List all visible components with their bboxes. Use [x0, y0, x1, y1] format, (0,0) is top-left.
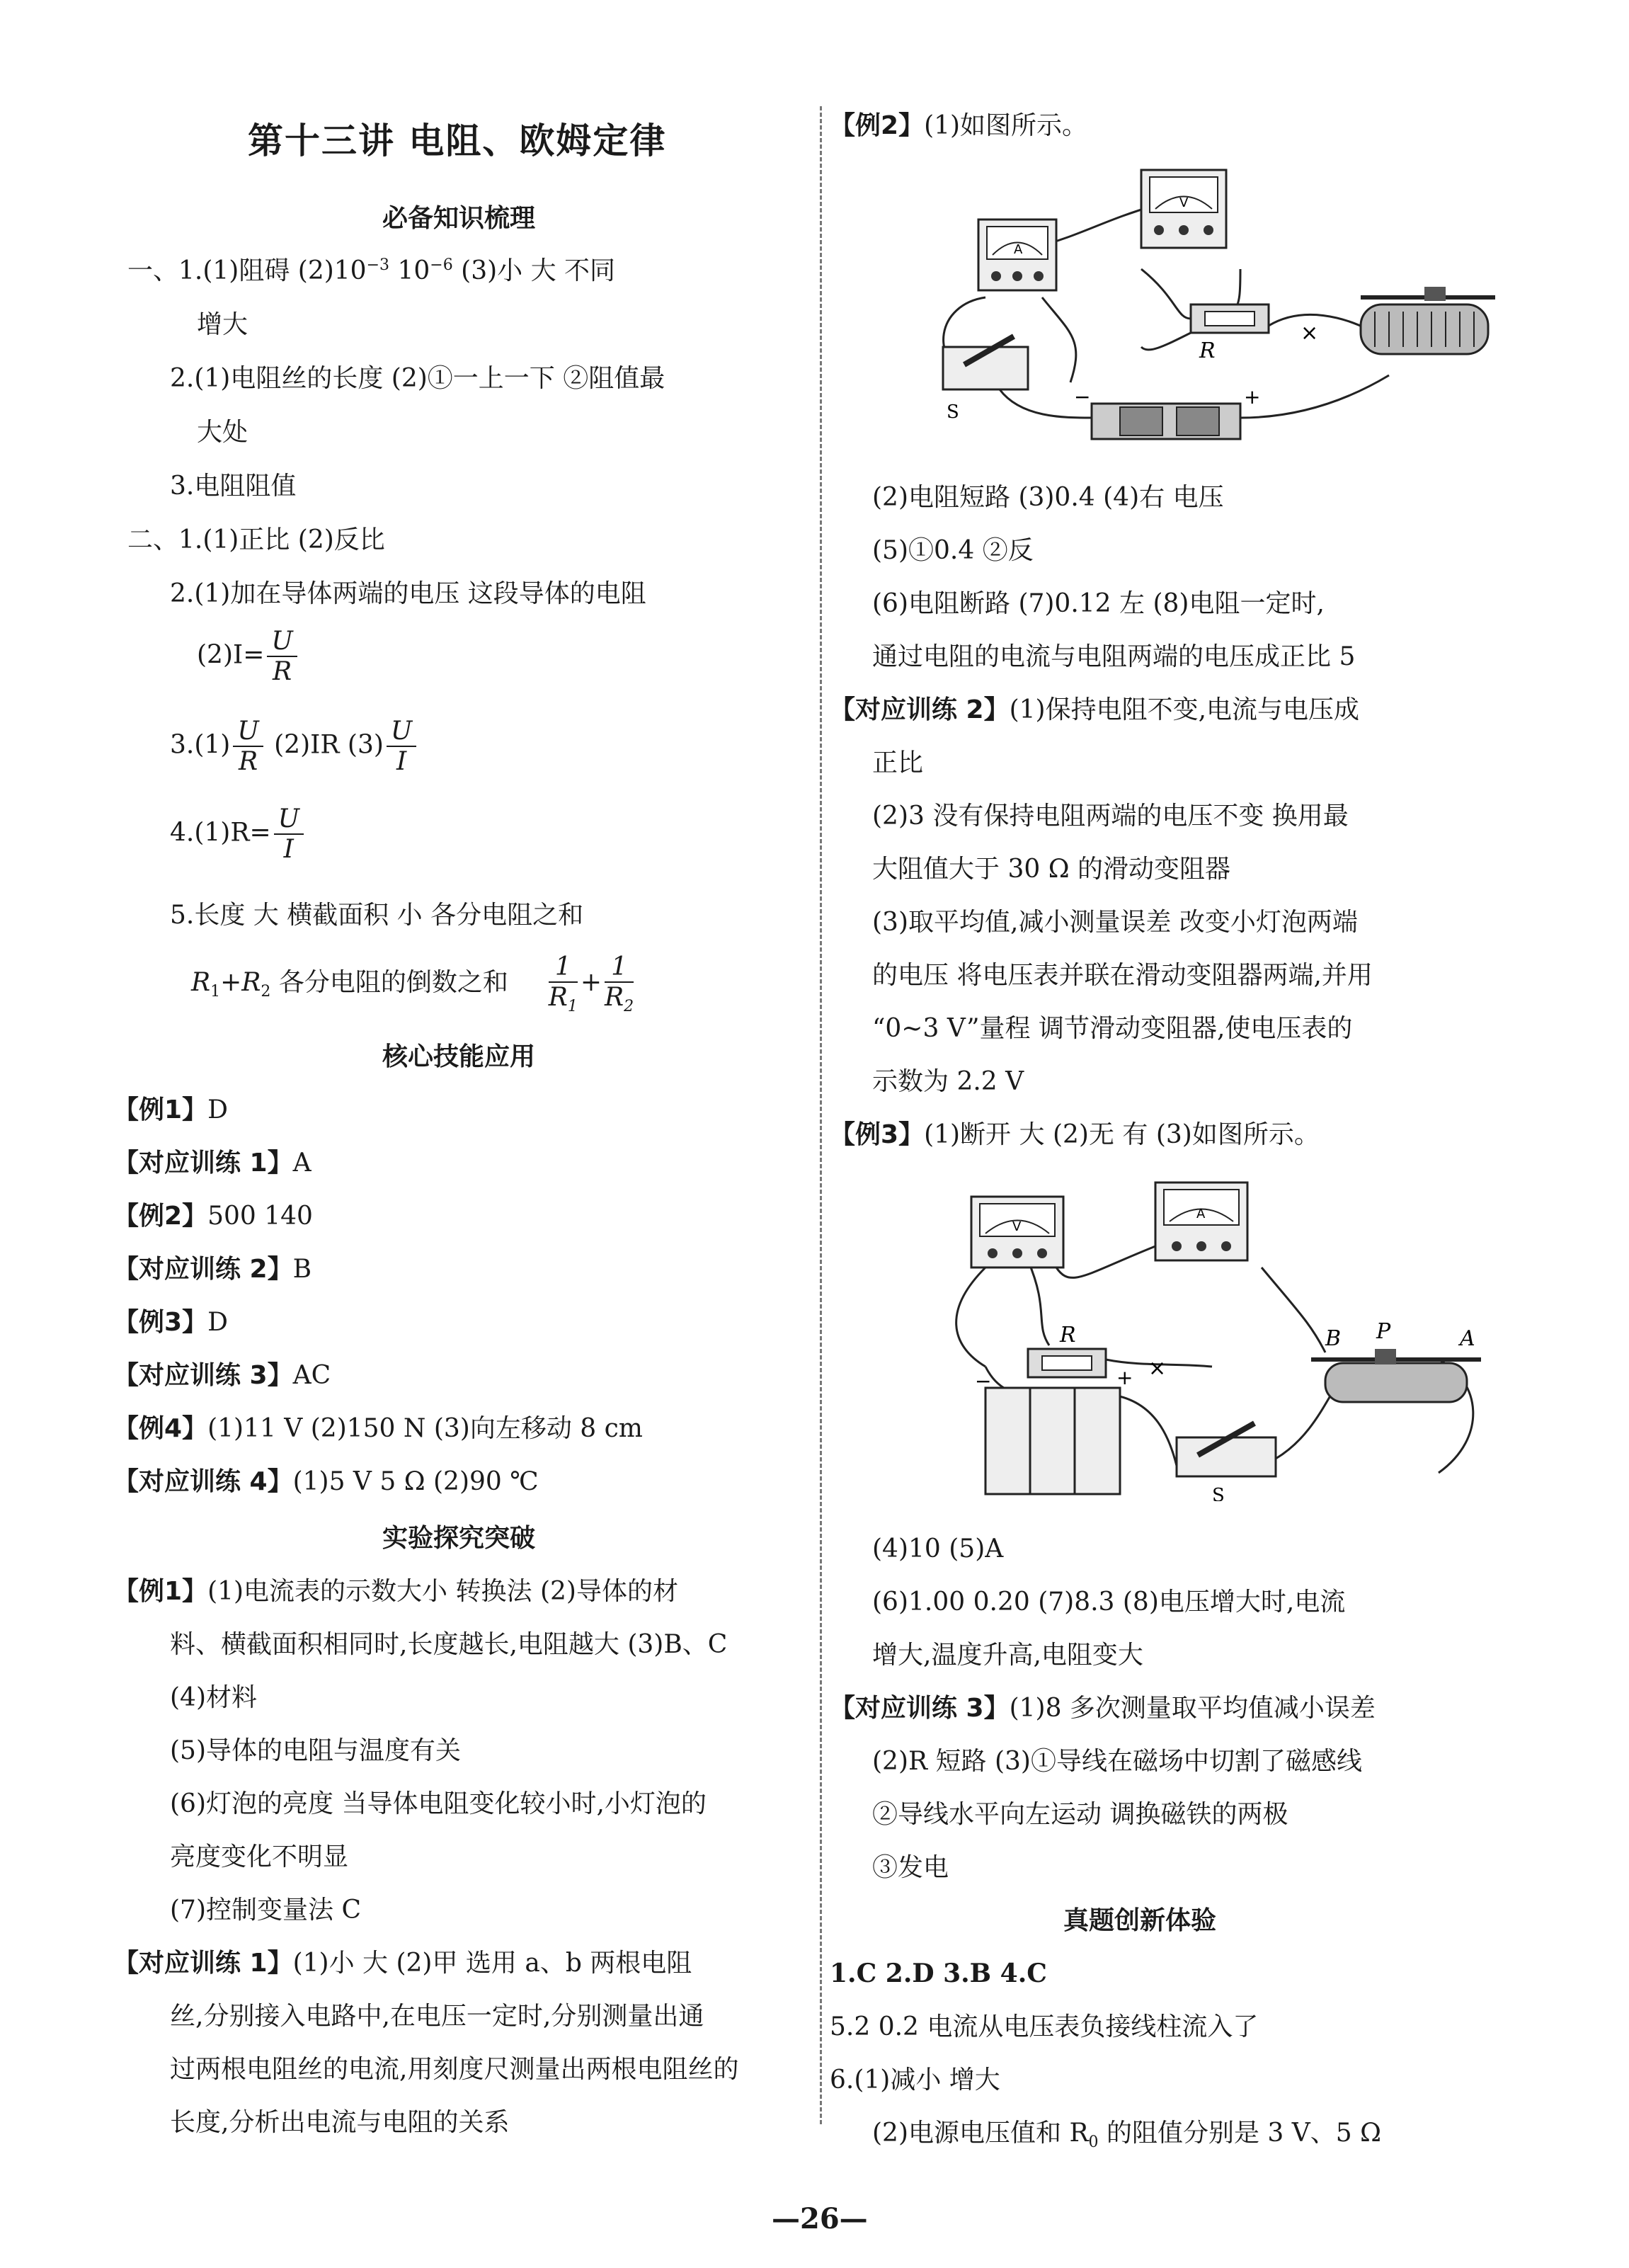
column-divider: [820, 106, 822, 2124]
answer-line: 的电压 将电压表并联在滑动变阻器两端,并用: [872, 961, 1373, 990]
answer-line: 长度,分析出电流与电阻的关系: [170, 2108, 510, 2137]
svg-text:R: R: [1060, 1323, 1076, 1347]
answer-line: 示数为 2.2 V: [872, 1067, 1024, 1096]
answer-line: 二、1.(1)正比 (2)反比: [127, 525, 385, 554]
svg-text:−: −: [1074, 385, 1091, 409]
resistor: [1191, 304, 1269, 363]
ammeter: [978, 220, 1056, 290]
answer-line: 通过电阻的电流与电阻两端的电压成正比 5: [872, 642, 1356, 671]
ammeter: [1155, 1183, 1247, 1260]
answer-line: (2)电阻短路 (3)0.4 (4)右 电压: [872, 483, 1224, 512]
answer-line: 【例4】(1)11 V (2)150 N (3)向左移动 8 cm: [113, 1414, 643, 1443]
svg-text:+: +: [1116, 1366, 1133, 1389]
answer-line: 6.(1)减小 增大: [830, 2065, 1000, 2095]
answer-line: 5.2 0.2 电流从电压表负接线柱流入了: [830, 2012, 1259, 2041]
answer-line: (2)R 短路 (3)①导线在磁场中切割了磁感线: [872, 1747, 1362, 1776]
section-heading-experiment: 实验探究突破: [382, 1524, 536, 1553]
answer-line: (6)灯泡的亮度 当导体电阻变化较小时,小灯泡的: [170, 1789, 707, 1818]
answer-line: 5.长度 大 横截面积 小 各分电阻之和: [170, 901, 584, 930]
resistor: [1028, 1323, 1106, 1377]
answer-line: “0~3 V”量程 调节滑动变阻器,使电压表的: [872, 1014, 1353, 1043]
svg-text:A: A: [1460, 1326, 1475, 1351]
svg-text:R: R: [1199, 338, 1216, 363]
battery: [1074, 385, 1260, 439]
answer-line: (2)电源电压值和 $R_0$ 的阻值分别是 3 V、5 Ω: [872, 2119, 1381, 2152]
answer-line: 【对应训练 1】A: [113, 1149, 311, 1178]
svg-text:P: P: [1376, 1319, 1391, 1344]
answer-line: 【对应训练 4】(1)5 V 5 Ω (2)90 ℃: [113, 1467, 539, 1496]
answer-line: 【对应训练 2】(1)保持电阻不变,电流与电压成: [830, 695, 1360, 724]
answer-line: 【对应训练 2】B: [113, 1255, 312, 1284]
answer-line: 增大: [197, 310, 248, 339]
answer-line: 亮度变化不明显: [170, 1842, 349, 1871]
answer-line: (6)电阻断路 (7)0.12 左 (8)电阻一定时,: [872, 589, 1325, 618]
break-mark: ×: [1301, 321, 1319, 346]
answer-line: 2.(1)电阻丝的长度 (2)①一上一下 ②阻值最: [170, 364, 665, 393]
answer-line: 【例3】(1)断开 大 (2)无 有 (3)如图所示。: [830, 1120, 1320, 1149]
answer-line: 【例1】(1)电流表的示数大小 转换法 (2)导体的材: [113, 1577, 678, 1606]
answer-line: 【例2】(1)如图所示。: [830, 111, 1088, 140]
svg-text:A: A: [1196, 1207, 1206, 1221]
answer-line: ③发电: [872, 1853, 949, 1882]
voltmeter: [971, 1197, 1063, 1267]
svg-text:V: V: [1012, 1219, 1022, 1234]
answer-line: (4)10 (5)A: [872, 1534, 1004, 1563]
answer-line: 2.(1)加在导体两端的电压 这段导体的电阻: [170, 579, 646, 608]
section-heading-real-exam: 真题创新体验: [1063, 1906, 1217, 1935]
answer-line: (7)控制变量法 C: [170, 1896, 361, 1925]
page-number: —26—: [772, 2202, 868, 2235]
section-heading-skills: 核心技能应用: [382, 1042, 536, 1071]
page-title: 第十三讲 电阻、欧姆定律: [248, 120, 667, 161]
answer-line: 增大,温度升高,电阻变大: [872, 1641, 1143, 1670]
svg-text:A: A: [1014, 242, 1023, 257]
answer-line: (6)1.00 0.20 (7)8.3 (8)电压增大时,电流: [872, 1588, 1346, 1617]
formula-line: $R_1+R_2$ 各分电阻的倒数之和 $\frac{1}{R_1}$ + $\frac{1}{R_2}$: [191, 952, 634, 1016]
svg-text:S: S: [947, 401, 959, 423]
answer-line: ②导线水平向左运动 调换磁铁的两极: [872, 1800, 1288, 1829]
answer-line: (5)导体的电阻与温度有关: [170, 1736, 461, 1765]
answer-line: 【例2】500 140: [113, 1202, 313, 1231]
answer-line: 丝,分别接入电路中,在电压一定时,分别测量出通: [170, 2002, 704, 2031]
svg-text:V: V: [1179, 195, 1189, 210]
answer-line: 过两根电阻丝的电流,用刻度尺测量出两根电阻丝的: [170, 2055, 739, 2084]
answer-line: 【对应训练 3】AC: [113, 1361, 331, 1390]
answer-line: (5)①0.4 ②反: [872, 536, 1034, 565]
svg-text:S: S: [1212, 1485, 1225, 1501]
formula-line: (2)I= $\frac{U}{R}$: [197, 627, 300, 687]
rheostat: [1361, 287, 1495, 354]
answer-line: 正比: [872, 748, 924, 777]
circuit-diagram-2: [943, 1168, 1509, 1501]
answer-line: 3.电阻阻值: [170, 472, 297, 501]
svg-text:+: +: [1244, 385, 1261, 409]
svg-text:−: −: [975, 1369, 992, 1393]
answer-line: 【对应训练 1】(1)小 大 (2)甲 选用 a、b 两根电阻: [113, 1949, 692, 1978]
formula-line: 3.(1) $\frac{U}{R}$ (2)IR (3) $\frac{U}{I}$: [170, 717, 419, 777]
answer-line: (2)3 没有保持电阻两端的电压不变 换用最: [872, 802, 1349, 831]
svg-text:B: B: [1325, 1326, 1342, 1351]
answer-line: 【例1】D: [113, 1095, 228, 1124]
rheostat: [1311, 1319, 1481, 1402]
voltmeter: [1141, 170, 1226, 248]
section-heading-knowledge: 必备知识梳理: [382, 204, 536, 233]
answer-line: 大处: [197, 418, 248, 447]
answer-line: 料、横截面积相同时,长度越长,电阻越大 (3)B、C: [170, 1630, 728, 1659]
answer-line: 【例3】D: [113, 1308, 228, 1337]
answer-line: 1.C 2.D 3.B 4.C: [830, 1959, 1047, 1988]
answer-line: (3)取平均值,减小测量误差 改变小灯泡两端: [872, 908, 1358, 937]
switch: [943, 336, 1028, 423]
answer-line: 大阻值大于 30 Ω 的滑动变阻器: [872, 855, 1230, 884]
answer-line: 一、1.(1)阻碍 $(2)10^{-3}$ $10^{-6}$ (3)小 大 不同: [127, 256, 616, 285]
break-mark: ×: [1148, 1356, 1167, 1381]
answer-line: (4)材料: [170, 1683, 257, 1712]
answer-line: 【对应训练 3】(1)8 多次测量取平均值减小误差: [830, 1694, 1376, 1723]
formula-line: 4.(1)R= $\frac{U}{I}$: [170, 804, 307, 865]
switch: [1177, 1423, 1276, 1501]
circuit-diagram-1: [908, 163, 1502, 460]
